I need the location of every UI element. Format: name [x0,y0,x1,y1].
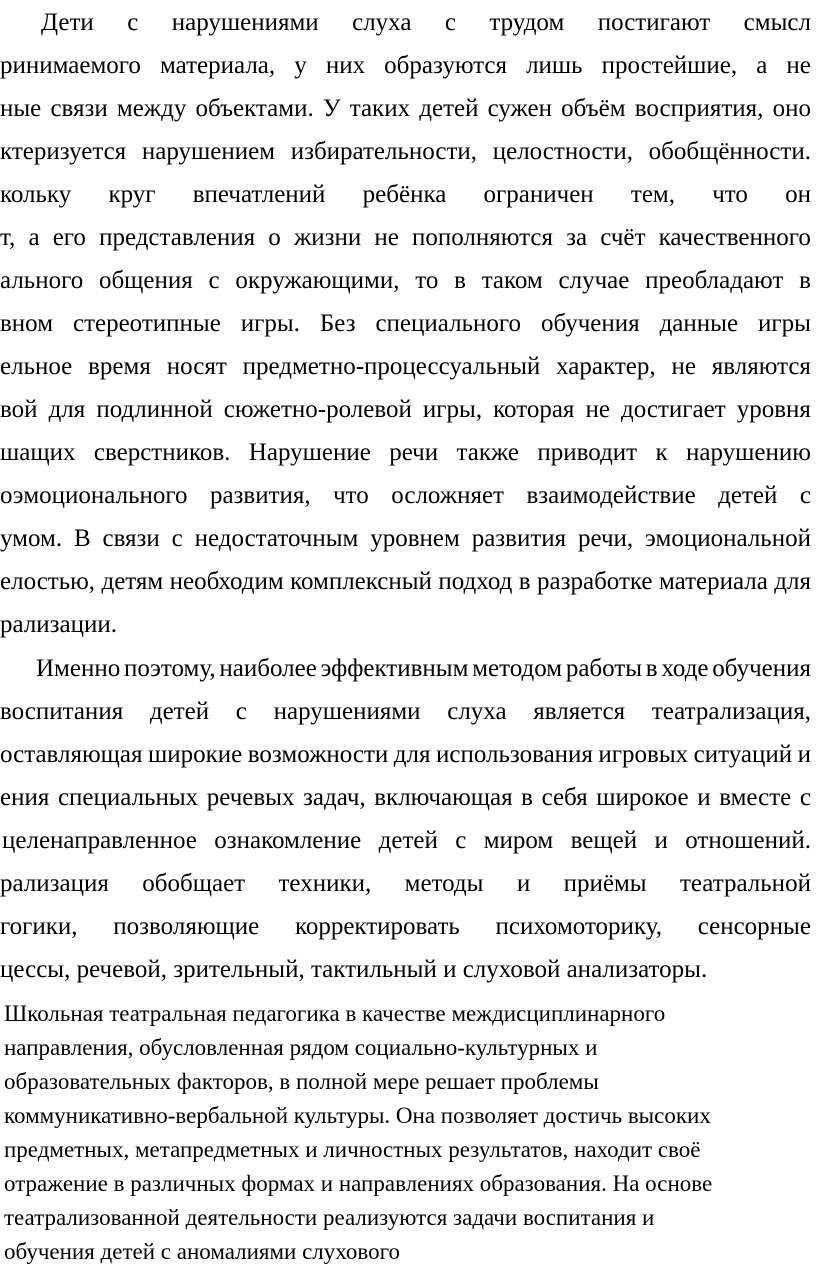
p1-last-line: рализации. [0,611,118,638]
p1-line-5: кольку круг впечатлений ребёнка ограничен тем, что он [0,181,811,208]
p1-line-1: Дети с нарушениями слуха с трудом постигают смысл [41,9,811,36]
p2-line-6: рализация обобщает техники, методы и приёмы театральной [0,870,811,897]
p1-line-11: шащих сверстников. Нарушение речи также приводит к нарушению [0,439,811,466]
p1-line-9: ельное время носят предметно-процессуальный характер, не являются [0,353,811,380]
p3-line-3: образовательных факторов, в полной мере решает проблемы [4,1069,599,1094]
p2-line-4: ения специальных речевых задач, включающая в себя широкое и вместе с [0,784,811,811]
p3-line-5: предметных, метапредметных и личностных результатов, находит своё [4,1137,701,1162]
p2-line-7: гогики, позволяющие корректировать психомоторику, сенсорные [0,913,811,940]
p1-line-6: т, а его представления о жизни не пополняются за счёт качественного [0,224,811,251]
p2-line-3: оставляющая широкие возможности для использования игровых ситуаций и [0,741,811,768]
p3-line-4: коммуникативно-вербальной культуры. Она позволяет достичь высоких [4,1103,711,1128]
p3-line-2: направления, обусловленная рядом социально-культурных и [4,1035,598,1060]
p3-line-6: отражение в различных формах и направлениях образования. На основе [4,1171,713,1196]
p1-line-13: умом. В связи с недостаточным уровнем развития речи, эмоциональной [0,525,811,552]
p2-last-line: цессы, речевой, зрительный, тактильный и слуховой анализаторы. [0,956,708,983]
p1-line-8: вном стереотипные игры. Без специального обучения данные игры [0,310,811,337]
p2-line-5: целенаправленное ознакомление детей с миром вещей и отношений. [2,827,811,854]
p1-line-12: оэмоционального развития, что осложняет взаимодействие детей с [0,482,811,509]
p1-line-4: ктеризуется нарушением избирательности, целостности, обобщённости. [0,138,811,165]
p1-line-7: ального общения с окружающими, то в таком случае преобладают в [0,267,811,294]
p2-line-2: воспитания детей с нарушениями слуха является театрализация, [0,698,811,725]
p1-line-3: ные связи между объектами. У таких детей сужен объём восприятия, оно [0,95,811,122]
p1-line-14: елостью, детям необходим комплексный подход в разработке материала для [0,568,811,595]
p2-line-1: Именно поэтому, наиболее эффективным методом работы в ходе обучения [36,655,811,682]
p3-line-7: театрализованной деятельности реализуются задачи воспитания и [4,1205,655,1230]
p3-line-1: Школьная театральная педагогика в качестве междисциплинарного [4,1001,666,1026]
p1-line-10: вой для подлинной сюжетно-ролевой игры, которая не достигает уровня [0,396,811,423]
p1-line-2: ринимаемого материала, у них образуются лишь простейшие, а не [0,52,811,79]
p3-line-8: обучения детей с аномалиями слухового [4,1239,400,1264]
